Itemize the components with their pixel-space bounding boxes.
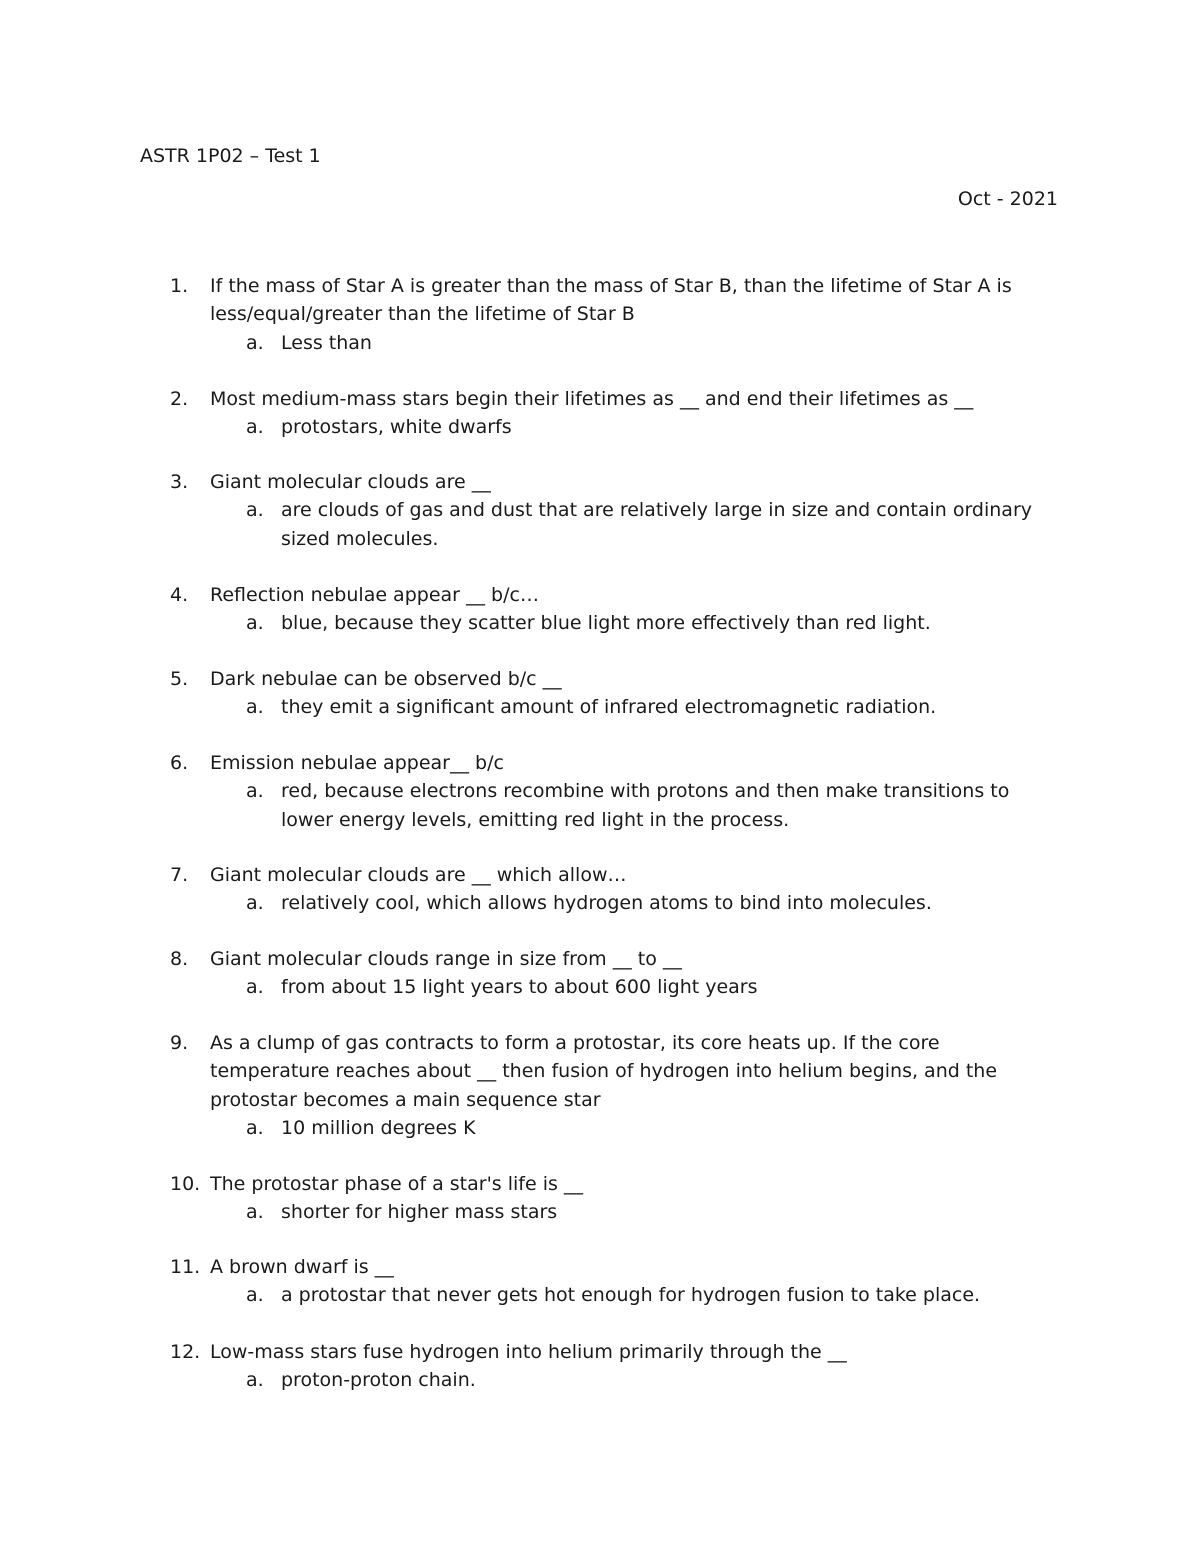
question-7 (0, 861, 1200, 918)
question-number: 2. (170, 388, 189, 410)
question-1 (0, 272, 1200, 357)
answer-letter: a. (246, 1284, 264, 1307)
answer-letter: a. (246, 696, 264, 719)
question-2 (0, 385, 1200, 442)
answer-letter: a. (246, 1201, 264, 1224)
question-text: Reflection nebulae appear __ b/c… (210, 584, 539, 606)
question-number: 7. (170, 864, 189, 886)
question-5 (0, 665, 1200, 722)
question-4 (0, 581, 1200, 638)
answer-row (0, 1114, 1200, 1142)
question-3 (0, 468, 1200, 553)
answer-row (0, 329, 1200, 357)
answer-text: shorter for higher mass stars (281, 1201, 558, 1224)
answer-letter: a. (246, 1116, 264, 1139)
answer-letter: a. (246, 780, 264, 803)
answer-text: they emit a significant amount of infrared electromagnetic radiation. (281, 696, 937, 719)
question-number: 6. (170, 752, 189, 774)
question-11 (0, 1253, 1200, 1310)
question-text: If the mass of Star A is greater than the mass of Star B, than the lifetime of Star A is less/equal/greater than the lifetime of Star B (210, 275, 1012, 326)
question-12 (0, 1338, 1200, 1395)
answer-letter: a. (246, 416, 264, 439)
question-10 (0, 1170, 1200, 1227)
question-text: Dark nebulae can be observed b/c __ (210, 668, 562, 690)
answer-row (0, 1366, 1200, 1394)
answer-letter: a. (246, 1369, 264, 1392)
answer-letter: a. (246, 612, 264, 635)
document-date: Oct - 2021 (957, 188, 1058, 210)
answer-text: proton-proton chain. (281, 1369, 476, 1392)
answer-row (0, 1281, 1200, 1309)
question-number: 1. (170, 275, 189, 297)
question-text: A brown dwarf is __ (210, 1256, 394, 1278)
answer-letter: a. (246, 499, 264, 522)
answer-row (0, 496, 1200, 553)
answer-text: blue, because they scatter blue light more effectively than red light. (281, 612, 931, 635)
question-text: Giant molecular clouds range in size from __ to __ (210, 948, 682, 970)
question-text: Low-mass stars fuse hydrogen into helium primarily through the __ (210, 1341, 847, 1363)
answer-text: a protostar that never gets hot enough for hydrogen fusion to take place. (281, 1284, 981, 1307)
answer-row (0, 889, 1200, 917)
document-title: ASTR 1P02 – Test 1 (140, 145, 321, 167)
answer-row (0, 973, 1200, 1001)
answer-text: 10 million degrees K (281, 1116, 476, 1139)
answer-text: from about 15 light years to about 600 light years (281, 976, 758, 999)
answer-row (0, 609, 1200, 637)
answer-letter: a. (246, 331, 264, 354)
question-number: 11. (170, 1256, 201, 1278)
question-text: As a clump of gas contracts to form a protostar, its core heats up. If the core temperature reaches about __ then fusion of hydrogen into helium begins, and the protostar becomes a main sequence star (210, 1032, 998, 1111)
answer-letter: a. (246, 976, 264, 999)
question-text: Giant molecular clouds are __ (210, 471, 491, 493)
answer-letter: a. (246, 892, 264, 915)
question-text: Most medium-mass stars begin their lifetimes as __ and end their lifetimes as __ (210, 388, 974, 410)
question-text: Emission nebulae appear__ b/c (210, 752, 504, 774)
question-9 (0, 1029, 1200, 1142)
answer-row (0, 413, 1200, 441)
question-number: 12. (170, 1341, 201, 1363)
answer-row (0, 1198, 1200, 1226)
question-number: 9. (170, 1032, 189, 1054)
answer-text: relatively cool, which allows hydrogen atoms to bind into molecules. (281, 892, 932, 915)
question-number: 3. (170, 471, 189, 493)
question-6 (0, 749, 1200, 834)
question-8 (0, 945, 1200, 1002)
question-number: 5. (170, 668, 189, 690)
question-number: 8. (170, 948, 189, 970)
answer-row (0, 777, 1200, 834)
question-text: Giant molecular clouds are __ which allow… (210, 864, 627, 886)
answer-text: red, because electrons recombine with protons and then make transitions to lower energy levels, emitting red light in the process. (281, 780, 1010, 831)
question-number: 10. (170, 1173, 201, 1195)
answer-text: are clouds of gas and dust that are relatively large in size and contain ordinary sized molecules. (281, 499, 1033, 550)
answer-text: protostars, white dwarfs (281, 416, 512, 439)
answer-row (0, 693, 1200, 721)
answer-text: Less than (281, 331, 372, 354)
question-number: 4. (170, 584, 189, 606)
question-text: The protostar phase of a star's life is __ (210, 1173, 583, 1195)
